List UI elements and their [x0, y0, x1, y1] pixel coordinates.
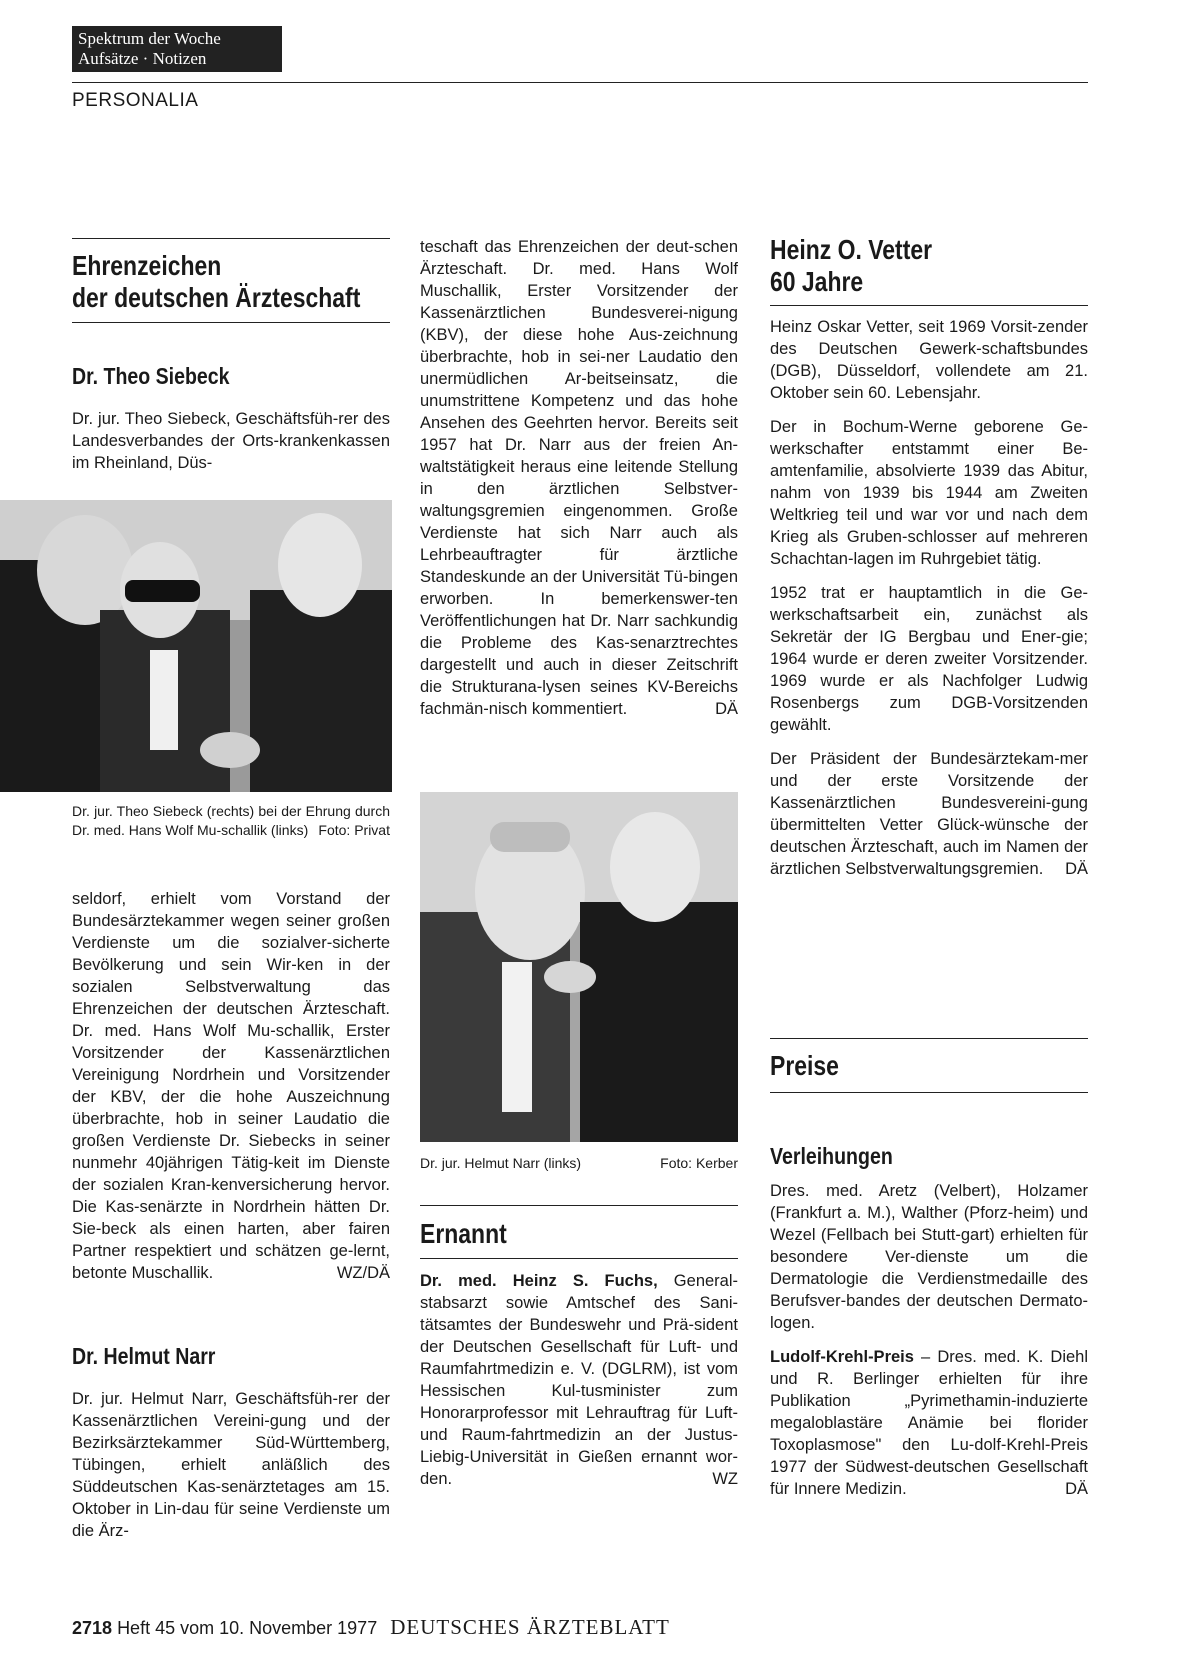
subheading-narr: Dr. Helmut Narr: [72, 1343, 216, 1369]
page-footer: [72, 1615, 670, 1640]
article2-paragraph: [420, 1270, 738, 1490]
article2-top-rule: [420, 1205, 738, 1206]
article4-body: [770, 1180, 1088, 1512]
article4-title: Preise: [770, 1050, 839, 1081]
article1-title-line1: Ehrenzeichen: [72, 250, 222, 281]
vetter-signature: DÄ: [1065, 860, 1088, 878]
preise-paragraph2: – Dres. med. K. Diehl und R. Berlinger erhielten für ihre Publikation „Pyrimethamin-induzierte megaloblastäre Anämie bei florider Toxoplasmose" den Lu-dolf-Krehl-Preis 1977 der Südwest-deutschen Gesellschaft für Innere Medizin.: [770, 1348, 1088, 1498]
article1-paragraph1a: [72, 408, 390, 474]
subheading-verleihungen: Verleihungen: [770, 1143, 893, 1169]
narr-text-a: Dr. jur. Helmut Narr, Geschäftsfüh-rer der Kassenärztlichen Vereini-gung und der Bezirksärztekammer Süd-Württemberg, Tübingen, erhielt anläßlich des Süddeutschen Kas-senärztetages am 15. Oktober in Lin-dau für seine Verdienste um die Ärz-: [72, 1390, 390, 1540]
photo-siebeck-caption: [72, 802, 390, 840]
vetter-paragraph2: Der in Bochum-Werne geborene Ge-werkschafter entstammt einer Be-amtenfamilie, absolvierte 1939 das Abitur, nahm von 1939 bis 1944 am Zweiten Weltkrieg teil und war vor und nach dem Krieg als Gruben-schlosser auf mehreren Schachtan-lagen im Ruhrgebiet tätig.: [770, 418, 1088, 568]
section-badge: [72, 26, 282, 72]
magazine-name: DEUTSCHES ÄRZTEBLATT: [390, 1615, 670, 1639]
siebeck-signature: WZ/DÄ: [336, 1264, 390, 1282]
preise-signature: DÄ: [1065, 1480, 1088, 1498]
preise-paragraph2-wrap: [770, 1346, 1088, 1500]
article3-body: [770, 316, 1088, 892]
caption-siebeck-text: Dr. jur. Theo Siebeck (rechts) bei der Ehrung durch Dr. med. Hans Wolf Mu-schallik (links): [72, 803, 390, 838]
photo-siebeck-image: [0, 500, 392, 792]
article1-paragraph2a: [72, 1388, 390, 1542]
caption-narr-credit: Foto: Kerber: [660, 1155, 738, 1171]
article3-title-rule: [770, 305, 1088, 306]
article1-title: [72, 250, 360, 314]
article1-paragraph2b: [420, 236, 738, 720]
photo-siebeck: [0, 500, 392, 792]
caption-narr-text: Dr. jur. Helmut Narr (links): [420, 1155, 582, 1171]
badge-line-1: Spektrum der Woche: [78, 29, 221, 48]
photo-narr: [420, 792, 738, 1142]
article1-top-rule: [72, 238, 390, 239]
header-rule: [72, 82, 1088, 83]
fuchs-name: Dr. med. Heinz S. Fuchs,: [420, 1272, 658, 1290]
photo-narr-image: [420, 792, 738, 1142]
photo-narr-caption: [420, 1154, 738, 1173]
fuchs-signature: WZ: [712, 1470, 738, 1488]
article4-top-rule: [770, 1038, 1088, 1039]
vetter-paragraph1: Heinz Oskar Vetter, seit 1969 Vorsit-zender des Deutschen Gewerk-schaftsbundes (DGB), Düsseldorf, vollendete am 21. Oktober sein 60. Lebensjahr.: [770, 318, 1088, 402]
narr-text-b: teschaft das Ehrenzeichen der deut-schen Ärzteschaft. Dr. med. Hans Wolf Muschallik, Erster Vorsitzender der Kassenärztlichen Bundesverei-nigung (KBV), der diese hohe Aus-zeichnung überbrachte, hob in sei-ner Laudatio den unermüdlichen Ar-beitseinsatz, die unumstrittene Kompetenz und das hohe Ansehen des Geehrten hervor. Bereits seit 1957 hat Dr. Narr aus der freien An-waltstätigkeit heraus eine leitende Stellung in den ärztlichen Selbstver-waltungsgremien eingenommen. Große Verdienste hat sich Narr auch als Lehrbeauftragter für ärztliche Standeskunde an der Universität Tü-bingen erworben. In bemerkenswer-ten Veröffentlichungen hat Dr. Narr sachkundig die Probleme des Kas-senarztrechtes dargestellt und auch in dieser Zeitschrift die Strukturana-lysen seines KV-Bereichs fachmän-nisch kommentiert.: [420, 238, 738, 718]
article2-title-rule: [420, 1258, 738, 1259]
preise-paragraph1: Dres. med. Aretz (Velbert), Holzamer (Frankfurt a. M.), Walther (Pforz-heim) und Wezel (Fellbach bei Stutt-gart) erhielten für besondere Ver-dienste um die Dermatologie die Verdienstmedaille des Berufsver-bandes der deutschen Dermato-logen.: [770, 1182, 1088, 1332]
siebeck-text-a: Dr. jur. Theo Siebeck, Geschäftsfüh-rer des Landesverbandes der Orts-krankenkassen im Rheinland, Düs-: [72, 410, 390, 472]
krehl-prize-name: Ludolf-Krehl-Preis: [770, 1348, 914, 1366]
fuchs-text: General-stabsarzt sowie Amtschef des Sani-tätsamtes der Bundeswehr und Prä-sident der Deutschen Gesellschaft für Luft- und Raumfahrtmedizin e. V. (DGLRM), ist vom Hessischen Kul-tusminister zum Honorarprofessor mit Lehrauftrag für Luft- und Raum-fahrtmedizin an der Justus-Liebig-Universität in Gießen ernannt wor-den.: [420, 1272, 738, 1488]
narr-signature: DÄ: [715, 700, 738, 718]
article1-title-rule: [72, 322, 390, 323]
article2-title: Ernannt: [420, 1218, 507, 1249]
article1-paragraph1b: [72, 888, 390, 1284]
article3-title-line2: 60 Jahre: [770, 266, 864, 297]
subheading-siebeck: Dr. Theo Siebeck: [72, 363, 230, 389]
article3-title-line1: Heinz O. Vetter: [770, 234, 933, 265]
section-label: PERSONALIA: [72, 90, 199, 111]
article4-title-rule: [770, 1092, 1088, 1093]
caption-siebeck-credit: Foto: Privat: [318, 822, 390, 838]
siebeck-text-b: seldorf, erhielt vom Vorstand der Bundesärztekammer wegen seiner großen Verdienste um die sozialver-sicherte Bevölkerung und sein Wir-ken in der sozialen Selbstverwaltung das Ehrenzeichen der deutschen Ärzteschaft. Dr. med. Hans Wolf Mu-schallik, Erster Vorsitzender der Kassenärztlichen Vereinigung Nordrhein und Vorsitzender der KBV, der die hohe Auszeichnung überbrachte, hob in seiner Laudatio die großen Verdienste Dr. Siebecks in seiner nunmehr 40jährigen Tätig-keit im Dienste der sozialen Kran-kenversicherung hervor. Die Kas-senärzte in Nordrhein hätten Dr. Sie-beck als einen harten, aber fairen Partner respektiert und schätzen ge-lernt, betonte Muschallik.: [72, 890, 390, 1282]
article3-title: [770, 234, 932, 298]
vetter-paragraph3: 1952 trat er hauptamtlich in die Ge-werkschaftsarbeit ein, zunächst als Sekretär der IG Bergbau und Ener-gie; 1964 wurde er deren zweiter Vorsitzender. 1969 wurde er als Nachfolger Ludwig Rosenbergs zum DGB-Vorsitzenden gewählt.: [770, 584, 1088, 734]
badge-line-2: Aufsätze · Notizen: [78, 49, 207, 68]
article1-title-line2: der deutschen Ärzteschaft: [72, 282, 361, 313]
vetter-paragraph4-wrap: [770, 748, 1088, 880]
page-number: 2718: [72, 1618, 113, 1638]
vetter-paragraph4: Der Präsident der Bundesärztekam-mer und der erste Vorsitzende der Kassenärztlichen Bundesvereini-gung übermittelten Vetter Glück-wünsche der deutschen Ärzteschaft, auch im Namen der ärztlichen Selbstverwaltungsgremien.: [770, 750, 1088, 878]
issue-info: Heft 45 vom 10. November 1977: [117, 1618, 378, 1638]
